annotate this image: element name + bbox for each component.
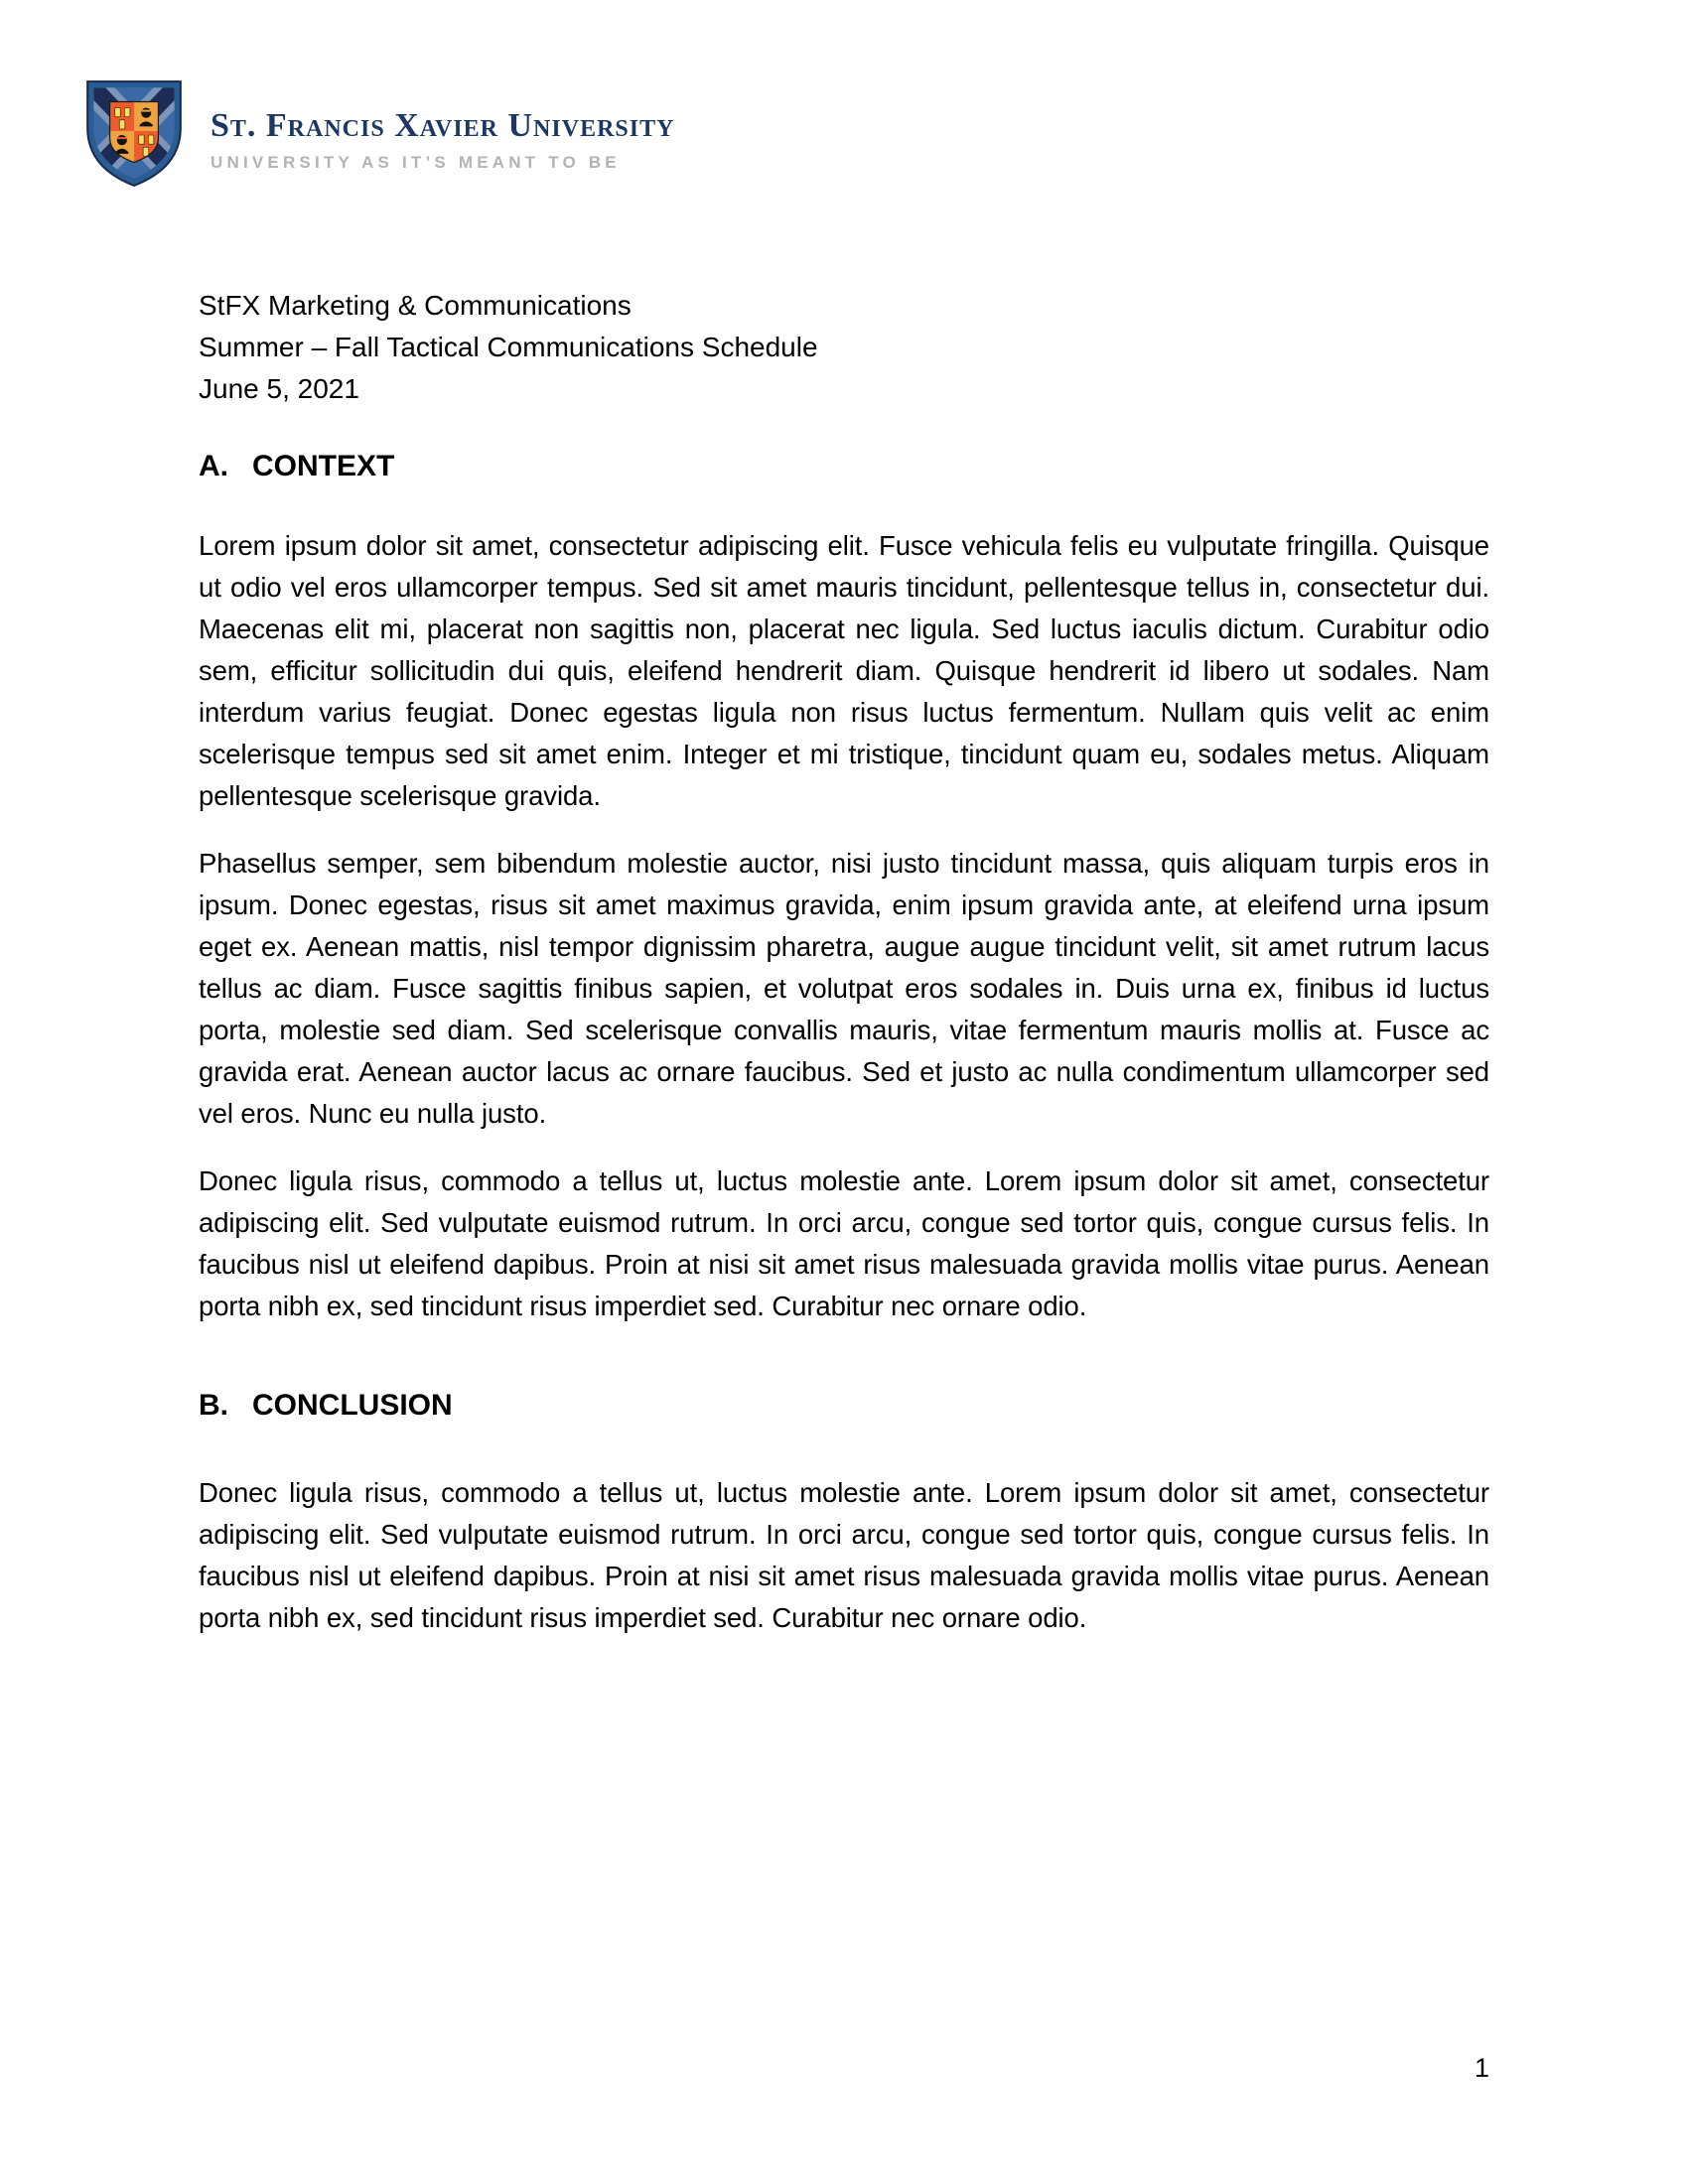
section-a-title: CONTEXT <box>252 450 395 482</box>
section-a-letter: A. <box>199 450 228 482</box>
section-b-letter: B. <box>199 1389 228 1422</box>
university-tagline: UNIVERSITY AS IT’S MEANT TO BE <box>211 153 621 172</box>
document-header <box>199 285 1489 410</box>
page-number: 1 <box>1474 2053 1489 2083</box>
header-subject: Summer – Fall Tactical Communications Schedule <box>199 332 818 362</box>
section-b-heading <box>199 1385 1489 1427</box>
context-paragraph-3: Donec ligula risus, commodo a tellus ut, luctus molestie ante. Lorem ipsum dolor sit amet, consectetur adipiscing elit. Sed vulputate euismod rutrum. In orci arcu, congue sed tortor quis, congue cursus felis. In faucibus nisl ut eleifend dapibus. Proin at nisi sit amet risus malesuada gravida mollis vitae purus. Aenean porta nibh ex, sed tincidunt risus imperdiet sed. Curabitur nec ornare odio. <box>199 1165 1489 1321</box>
university-wordmark: St. Francis Xavier University <box>211 107 675 144</box>
header-department: StFX Marketing & Communications <box>199 290 632 321</box>
document-content <box>199 0 1489 1665</box>
section-a-heading <box>199 446 1489 487</box>
section-conclusion <box>199 1385 1489 1639</box>
conclusion-paragraph-1: Donec ligula risus, commodo a tellus ut, luctus molestie ante. Lorem ipsum dolor sit amet, consectetur adipiscing elit. Sed vulputate euismod rutrum. In orci arcu, congue sed tortor quis, congue cursus felis. In faucibus nisl ut eleifend dapibus. Proin at nisi sit amet risus malesuada gravida mollis vitae purus. Aenean porta nibh ex, sed tincidunt risus imperdiet sed. Curabitur nec ornare odio. <box>199 1477 1489 1633</box>
context-paragraph-2: Phasellus semper, sem bibendum molestie auctor, nisi justo tincidunt massa, quis aliquam turpis eros in ipsum. Donec egestas, risus sit amet maximus gravida, enim ipsum gravida ante, at eleifend urna ipsum eget ex. Aenean mattis, nisl tempor dignissim pharetra, augue augue tincidunt velit, sit amet rutrum lacus tellus ac diam. Fusce sagittis finibus sapien, et volutpat eros sodales in. Duis urna ex, finibus id luctus porta, molestie sed diam. Sed scelerisque convallis mauris, vitae fermentum mauris mollis at. Fusce ac gravida erat. Aenean auctor lacus ac ornare faucibus. Sed et justo ac nulla condimentum ullamcorper sed vel eros. Nunc eu nulla justo. <box>199 848 1489 1129</box>
context-paragraph-1: Lorem ipsum dolor sit amet, consectetur adipiscing elit. Fusce vehicula felis eu vulputate fringilla. Quisque ut odio vel eros ullamcorper tempus. Sed sit amet mauris tincidunt, pellentesque tellus in, consectetur dui. Maecenas elit mi, placerat non sagittis non, placerat nec ligula. Sed luctus iaculis dictum. Curabitur odio sem, efficitur sollicitudin dui quis, eleifend hendrerit diam. Quisque hendrerit id libero ut sodales. Nam interdum varius feugiat. Donec egestas ligula non risus luctus fermentum. Nullam quis velit ac enim scelerisque tempus sed sit amet enim. Integer et mi tristique, tincidunt quam eu, sodales metus. Aliquam pellentesque scelerisque gravida. <box>199 530 1489 811</box>
section-b-title: CONCLUSION <box>252 1389 453 1422</box>
section-context <box>199 446 1489 1327</box>
university-crest-icon <box>79 75 189 189</box>
header-date: June 5, 2021 <box>199 373 359 404</box>
